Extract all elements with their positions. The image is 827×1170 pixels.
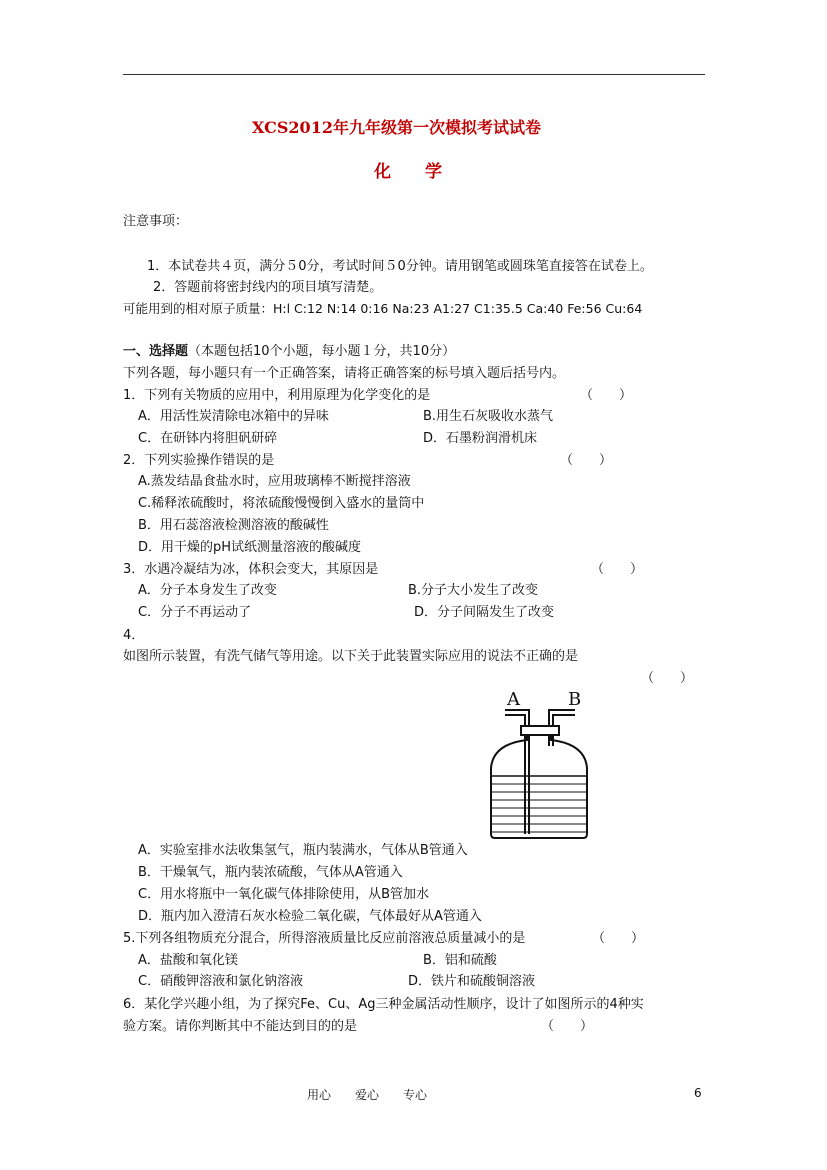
q2-option-c: B．用石蕊溶液检测溶液的酸碱性 (138, 518, 329, 533)
gas-washing-bottle-diagram (485, 688, 595, 840)
q4-option-a: A．实验室排水法收集氢气，瓶内装满水，气体从B管通入 (138, 843, 468, 858)
header-rule (123, 74, 705, 75)
q3-stem: 3．水遇冷凝结为冰，体积会变大，其原因是 (123, 562, 379, 577)
q6-stem-line1: 6．某化学兴趣小组，为了探究Fe、Cu、Ag三种金属活动性顺序，设计了如图所示的4种实 (123, 997, 644, 1012)
q4-option-b: B．干燥氧气，瓶内装浓硫酸，气体从A管通入 (138, 865, 403, 880)
q3-option-a: A．分子本身发生了改变 (138, 583, 277, 598)
tube-label-b: B (568, 689, 582, 710)
section-heading-bold: 一、选择题 (123, 344, 189, 359)
q2-option-d: D．用干燥的pH试纸测量溶液的酸碱度 (138, 540, 362, 555)
q6-bracket: （ ） (541, 1019, 594, 1034)
bottle-outline (491, 710, 587, 838)
subject-title: 化 学 (374, 162, 442, 182)
tube-label-a: A (507, 689, 520, 710)
q5-option-a: A．盐酸和氧化镁 (138, 953, 238, 968)
q4-bracket: （ ） (641, 671, 694, 686)
q2-option-b: C.稀释浓硫酸时，将浓硫酸慢慢倒入盛水的量筒中 (138, 496, 425, 511)
q5-stem: 5.下列各组物质充分混合，所得溶液质量比反应前溶液总质量减小的是 (123, 931, 526, 946)
q5-option-c: C．硝酸钾溶液和氯化钠溶液 (138, 974, 304, 989)
q3-bracket: （ ） (591, 562, 644, 577)
q4-option-d: D．瓶内加入澄清石灰水检验二氧化碳，气体最好从A管通入 (138, 909, 482, 924)
q3-option-b: B.分子大小发生了改变 (408, 583, 539, 598)
q5-option-d: D．铁片和硫酸铜溶液 (408, 974, 536, 989)
footer-motto: 用心 爱心 专心 (307, 1088, 428, 1102)
page-number: 6 (694, 1086, 702, 1100)
section-heading (123, 340, 455, 359)
q3-option-d: D．分子间隔发生了改变 (414, 605, 555, 620)
q5-option-b: B．铝和硫酸 (423, 953, 497, 968)
q1-bracket: （ ） (580, 388, 633, 403)
atomic-masses: 可能用到的相对原子质量：H:l C:12 N:14 0:16 Na:23 A1:27 C1:35.5 Ca:40 Fe:56 Cu:64 (123, 301, 643, 316)
q1-option-d: D．石墨粉润滑机床 (423, 431, 538, 446)
note-item-2: 2．答题前将密封线内的项目填写清楚。 (153, 280, 383, 295)
q4-number: 4． (123, 628, 145, 643)
q2-bracket: （ ） (560, 453, 613, 468)
section-instruction: 下列各题，每小题只有一个正确答案，请将正确答案的标号填入题后括号内。 (123, 366, 566, 381)
note-item-1: 1．本试卷共４页，满分５0分，考试时间５0分钟。请用钢笔或圆珠笔直接答在试卷上。 (147, 259, 653, 274)
q4-stem: 如图所示装置，有洗气储气等用途。以下关于此装置实际应用的说法不正确的是 (123, 649, 579, 664)
q1-option-a: A．用活性炭清除电冰箱中的异味 (138, 409, 329, 424)
q1-stem: 1．下列有关物质的应用中，利用原理为化学变化的是 (123, 388, 431, 403)
q4-option-c: C．用水将瓶中一氧化碳气体排除使用，从B管加水 (138, 887, 429, 902)
q2-stem: 2．下列实验操作错误的是 (123, 453, 275, 468)
q6-stem-line2: 验方案。请你判断其中不能达到目的的是 (123, 1019, 358, 1034)
section-heading-rest: （本题包括10个小题，每小题１分，共10分） (188, 344, 456, 359)
q1-option-c: C．在研钵内将胆矾研碎 (138, 431, 278, 446)
q5-bracket: （ ） (592, 931, 645, 946)
q1-option-b: B.用生石灰吸收水蒸气 (423, 409, 554, 424)
notes-heading: 注意事项： (123, 214, 189, 229)
q2-option-a: A.蒸发结晶食盐水时，应用玻璃棒不断搅拌溶液 (138, 474, 411, 489)
liquid-hatch (492, 776, 586, 832)
q3-option-c: C．分子不再运动了 (138, 605, 252, 620)
exam-title: XCS2012年九年级第一次模拟考试试卷 (252, 118, 541, 137)
